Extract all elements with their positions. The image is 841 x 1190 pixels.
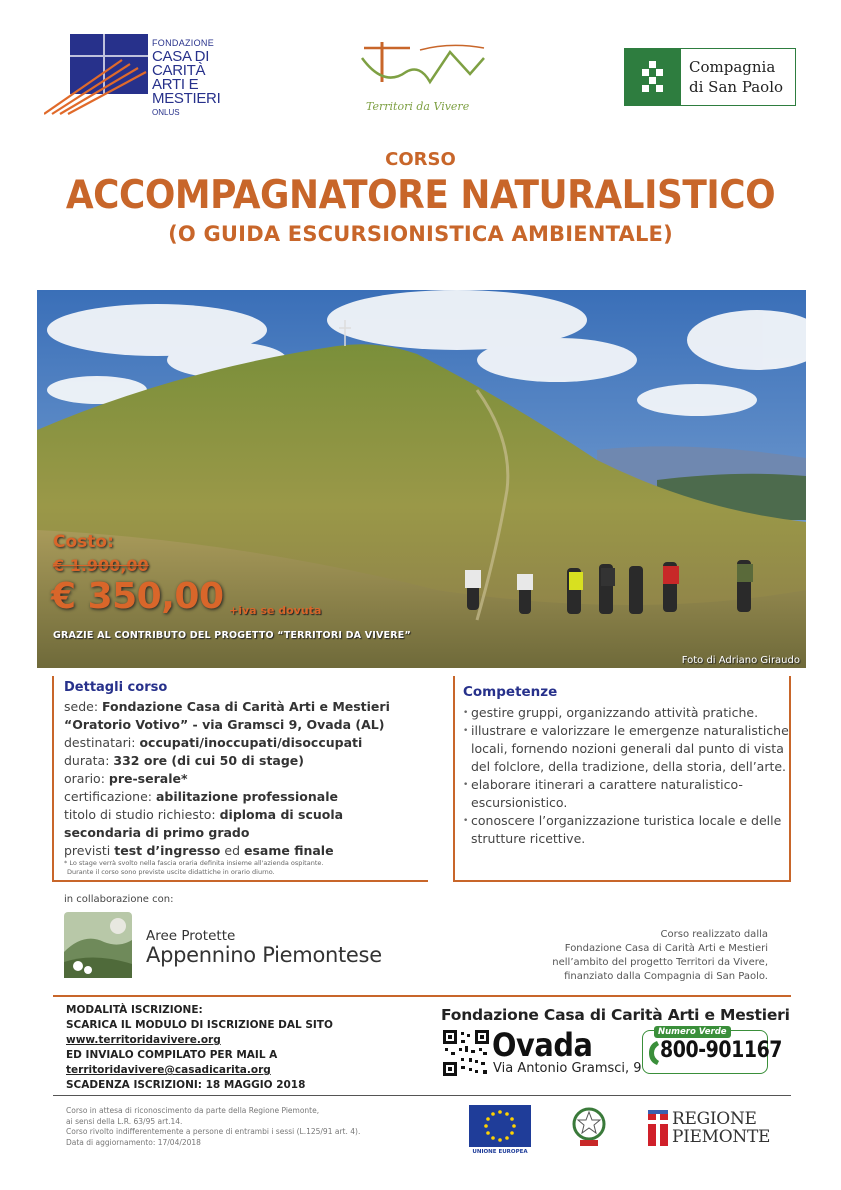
- fcc-line1: FONDAZIONE: [152, 38, 215, 48]
- territori-mark-icon: [360, 38, 488, 100]
- list-item: • illustrare e valorizzare le emergenze naturalistiche locali, fornendo nozioni generali dal punto di vista del folclore, della tradizione, della storia, dell’arte.: [463, 722, 789, 776]
- website-link[interactable]: www.territoridavivere.org: [66, 1034, 221, 1046]
- collaboration-label: in collaborazione con:: [64, 894, 174, 905]
- csp-square-icon: [625, 49, 681, 105]
- aree-protette-line2: Appennino Piemontese: [146, 943, 382, 967]
- compagnia-san-paolo-logo: [624, 48, 796, 106]
- regione-line1: REGIONE: [672, 1109, 757, 1129]
- course-kicker: CORSO: [385, 149, 456, 170]
- footer-divider: [53, 1095, 791, 1096]
- csp-line2: di San Paolo: [689, 78, 784, 96]
- course-details-box: [52, 676, 428, 882]
- photo-credit: Foto di Adriano Giraudo: [681, 655, 800, 666]
- list-item: • elaborare itinerari a carattere naturalistico-escursionistico.: [463, 776, 789, 812]
- competenze-list: [463, 704, 789, 848]
- qr-code-icon: [443, 1030, 489, 1076]
- fondazione-casa-carita-logo: [44, 34, 244, 116]
- fcc-mark-icon: [44, 34, 148, 116]
- detail-row: sede: Fondazione Casa di Carità Arti e Mestieri: [64, 699, 390, 714]
- funding-note: GRAZIE AL CONTRIBUTO DEL PROGETTO “TERRITORI DA VIVERE”: [53, 630, 411, 641]
- aree-protette-logo: [64, 912, 132, 978]
- numero-verde-number[interactable]: 800-901167: [660, 1038, 783, 1063]
- competenze-title: Competenze: [463, 684, 558, 700]
- phone-icon: [648, 1040, 660, 1066]
- detail-row: titolo di studio richiesto: diploma di scuola secondaria di primo grado: [64, 807, 344, 840]
- piemonte-shield-icon: [648, 1110, 668, 1146]
- unione-europea-logo: [469, 1105, 531, 1157]
- detail-row: durata: 332 ore (di cui 50 di stage): [64, 753, 304, 768]
- street-address: Via Antonio Gramsci, 9: [493, 1061, 642, 1076]
- competenze-box: [453, 676, 791, 882]
- territori-label: Territori da Vivere: [366, 100, 470, 113]
- eu-flag-icon: [469, 1105, 531, 1147]
- detail-row: certificazione: abilitazione professionale: [64, 789, 338, 804]
- details-footnote: * Lo stage verrà svolto nella fascia oraria definita insieme all'azienda ospitante. Durante il corso sono previste uscite didattiche in orario diurno.: [64, 859, 324, 876]
- footer-notes: Corso in attesa di riconoscimento da parte della Regione Piemonte, ai sensi della L.R. 63/95 art.14. Corso rivolto indifferentemente a persone di entrambi i sessi (L.125/91 art. 4). Data di aggiornamento: 17/04/2018: [66, 1106, 361, 1147]
- csp-line1: Compagnia: [689, 58, 776, 76]
- cost-old-price: € 1.900,00: [53, 556, 149, 575]
- cost-label: Costo:: [53, 532, 114, 552]
- aree-protette-line1: Aree Protette: [146, 928, 236, 944]
- enrolment-info: MODALITÀ ISCRIZIONE: SCARICA IL MODULO DI ISCRIZIONE DAL SITO www.territoridavivere.org ED INVIALO COMPILATO PER MAIL A territoridavivere@casadicarita.org SCADENZA ISCRIZIONI: 18 MAGGIO 2018: [66, 1004, 333, 1091]
- fcc-line2: CASA DI: [152, 48, 210, 65]
- details-title: Dettagli corso: [64, 680, 168, 695]
- realizzato-note: Corso realizzato dalla Fondazione Casa di Carità Arti e Mestieri nell’ambito del progetto Territori da Vivere, finanziato dalla Compagnia di San Paolo.: [552, 929, 768, 982]
- course-title-block: [0, 148, 841, 248]
- hero-photo: [37, 290, 806, 668]
- course-title: ACCOMPAGNATORE NATURALISTICO: [65, 173, 776, 218]
- regione-line2: PIEMONTE: [672, 1127, 771, 1147]
- detail-row: orario: pre-serale*: [64, 771, 188, 786]
- details-list: [64, 698, 424, 860]
- fcc-line6: ONLUS: [152, 108, 180, 117]
- cost-new-price: € 350,00: [51, 576, 224, 617]
- cost-iva-note: +iva se dovuta: [229, 604, 322, 617]
- list-item: • gestire gruppi, organizzando attività pratiche.: [463, 704, 789, 722]
- list-item: • conoscere l’organizzazione turistica locale e delle strutture ricettive.: [463, 812, 789, 848]
- fcc-line3: CARITÀ: [152, 62, 206, 79]
- email-link[interactable]: territoridavivere@casadicarita.org: [66, 1064, 271, 1076]
- fcc-line5: MESTIERI: [152, 90, 221, 107]
- territori-da-vivere-logo: [360, 38, 488, 120]
- detail-row: previsti test d’ingresso ed esame finale: [64, 843, 334, 858]
- eu-label: UNIONE EUROPEA: [472, 1149, 528, 1155]
- detail-row: destinatari: occupati/inoccupati/disoccupati: [64, 735, 363, 750]
- course-subtitle: (O GUIDA ESCURSIONISTICA AMBIENTALE): [168, 222, 673, 246]
- section-divider: [53, 995, 791, 997]
- aree-protette-icon: [64, 912, 132, 978]
- city-name: Ovada: [492, 1026, 593, 1064]
- detail-row: “Oratorio Votivo” - via Gramsci 9, Ovada (AL): [64, 717, 385, 732]
- italian-republic-emblem-icon: [570, 1104, 608, 1150]
- fondazione-name: Fondazione Casa di Carità Arti e Mestieri: [441, 1006, 790, 1024]
- fcc-line4: ARTI E: [152, 76, 199, 93]
- numero-verde-tag: Numero Verde: [654, 1026, 731, 1038]
- regione-piemonte-logo: [648, 1110, 772, 1150]
